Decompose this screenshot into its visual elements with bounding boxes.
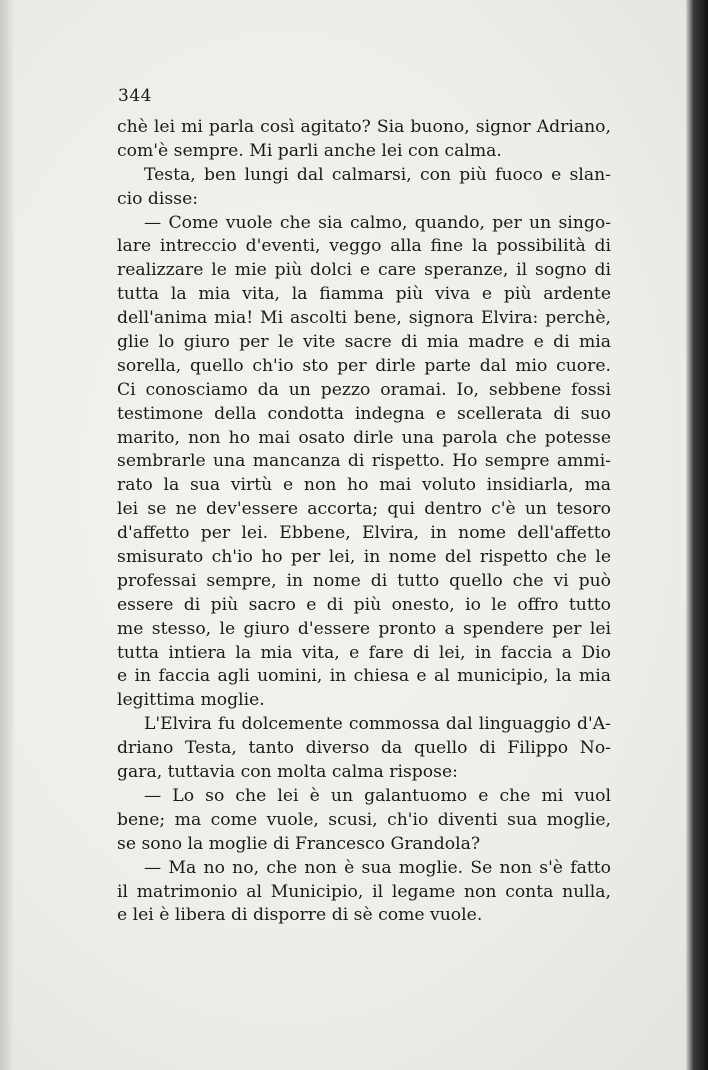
text-line: tutta la mia vita, la fiamma più viva e più ardente <box>117 284 611 305</box>
text-line: e in faccia agli uomini, in chiesa e al municipio, la mia <box>117 666 611 687</box>
text-line: e lei è libera di disporre di sè come vuole. <box>117 905 483 926</box>
text-line: cio disse: <box>117 188 199 209</box>
text-line: — Come vuole che sia calmo, quando, per un singo- <box>144 212 611 233</box>
text-line: se sono la moglie di Francesco Grandola? <box>117 833 481 854</box>
text-line: dell'anima mia! Mi ascolti bene, signora Elvira: perchè, <box>117 308 611 329</box>
text-line: chè lei mi parla così agitato? Sia buono, signor Adriano, <box>117 117 611 137</box>
text-line: sorella, quello ch'io sto per dirle parte dal mio cuore. <box>117 355 611 376</box>
text-line: sembrarle una mancanza di rispetto. Ho sempre ammi- <box>117 451 611 472</box>
text-line: professai sempre, in nome di tutto quello che vi può <box>117 570 611 591</box>
text-line: Testa, ben lungi dal calmarsi, con più fuoco e slan- <box>144 164 611 185</box>
text-line: marito, non ho mai osato dirle una parola che potesse <box>117 427 611 448</box>
text-line: legittima moglie. <box>117 690 265 711</box>
page-left-edge <box>0 0 14 1070</box>
text-line: realizzare le mie più dolci e care speranze, il sogno di <box>117 260 611 281</box>
body-text <box>117 116 611 928</box>
text-line: testimone della condotta indegna e scellerata di suo <box>117 403 611 424</box>
text-line: com'è sempre. Mi parli anche lei con calma. <box>117 140 502 161</box>
text-line: driano Testa, tanto diverso da quello di Filippo No- <box>117 738 611 759</box>
text-line: — Lo so che lei è un galantuomo e che mi vuol <box>144 785 611 806</box>
text-line: lei se ne dev'essere accorta; qui dentro c'è un tesoro <box>117 499 611 520</box>
text-line: rato la sua virtù e non ho mai voluto insidiarla, ma <box>117 475 611 496</box>
text-line: Ci conosciamo da un pezzo oramai. Io, sebbene fossi <box>117 379 611 400</box>
text-line: tutta intiera la mia vita, e fare di lei, in faccia a Dio <box>117 642 611 663</box>
text-line: glie lo giuro per le vite sacre di mia madre e di mia <box>117 332 611 353</box>
page-number: 344 <box>118 86 152 106</box>
text-line: — Ma no no, che non è sua moglie. Se non s'è fatto <box>144 857 611 878</box>
text-line: smisurato ch'io ho per lei, in nome del rispetto che le <box>117 547 611 568</box>
book-spine-shadow <box>686 0 708 1070</box>
text-line: essere di più sacro e di più onesto, io le offro tutto <box>117 594 611 615</box>
text-line: gara, tuttavia con molta calma rispose: <box>117 762 458 783</box>
text-line: d'affetto per lei. Ebbene, Elvira, in nome dell'affetto <box>117 523 611 544</box>
text-line: bene; ma come vuole, scusi, ch'io diventi sua moglie, <box>117 809 611 830</box>
text-line: L'Elvira fu dolcemente commossa dal linguaggio d'A- <box>144 714 611 735</box>
text-line: il matrimonio al Municipio, il legame non conta nulla, <box>117 881 611 902</box>
text-line: me stesso, le giuro d'essere pronto a spendere per lei <box>117 618 611 639</box>
text-line: lare intreccio d'eventi, veggo alla fine la possibilità di <box>117 236 611 257</box>
